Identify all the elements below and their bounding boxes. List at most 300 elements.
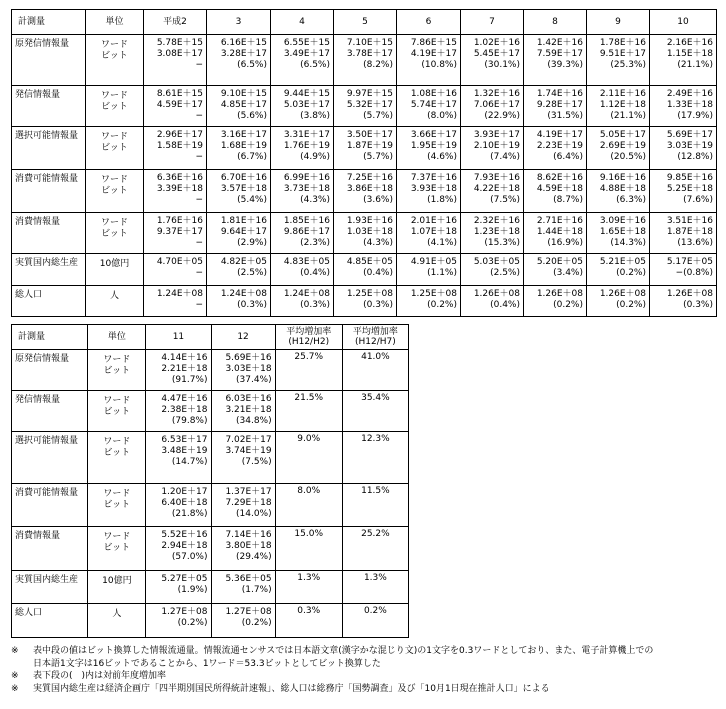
- value-cell: [144, 35, 207, 86]
- value-cell: [211, 604, 275, 638]
- cell-text: 5.21E＋05: [599, 257, 646, 267]
- cell-text: 4.85E＋05: [346, 257, 393, 267]
- cell-text: 1.65E＋18: [599, 227, 646, 237]
- value-cell: [207, 86, 271, 127]
- row-label: 総人口: [12, 286, 86, 317]
- cell-text: 4.82E＋05: [220, 257, 267, 267]
- unit-cell: [86, 170, 144, 213]
- value-cell: [271, 127, 334, 170]
- cell-text: 7.29E＋18: [225, 498, 272, 508]
- cell-text: 3.16E＋17: [220, 130, 267, 140]
- cell-text: 1.42E＋16: [536, 38, 583, 48]
- growth-rate-cell: 1.3%: [275, 571, 342, 604]
- table-row: [12, 286, 717, 317]
- cell-text: (0.2%): [241, 618, 272, 628]
- cell-text: ワード: [100, 175, 128, 185]
- cell-text: ビット: [101, 186, 128, 196]
- cell-text: 5.52E＋16: [161, 530, 208, 540]
- value-cell: [334, 286, 397, 317]
- growth-rate-cell: 0.2%: [342, 604, 408, 638]
- cell-text: ビット: [103, 500, 131, 510]
- value-cell: [397, 35, 461, 86]
- cell-text: (0.4%): [300, 268, 330, 278]
- cell-text: 5.69E＋17: [666, 130, 713, 140]
- cell-text: (4.3%): [363, 238, 393, 248]
- growth-rate-cell: 0.3%: [275, 604, 342, 638]
- cell-text: 4.47E＋16: [161, 394, 208, 404]
- cell-text: 人: [112, 609, 122, 619]
- cell-text: 1.15E＋18: [666, 49, 713, 59]
- value-cell: [587, 35, 650, 86]
- growth-rate-cell: 15.0%: [275, 527, 342, 571]
- cell-text: 1.26E＋08: [536, 289, 583, 299]
- growth-rate-cell: 35.4%: [342, 391, 408, 432]
- value-cell: [397, 213, 461, 254]
- cell-text: (8.2%): [363, 60, 393, 70]
- cell-text: 4.14E＋16: [161, 353, 208, 363]
- cell-text: 4.22E＋18: [473, 184, 520, 194]
- cell-text: 2.49E＋16: [666, 89, 713, 99]
- column-header: 8: [524, 10, 587, 35]
- cell-text: 7.14E＋16: [225, 530, 272, 540]
- cell-text: 7.86E＋15: [410, 38, 457, 48]
- value-cell: [524, 286, 587, 317]
- cell-text: (0.3%): [363, 300, 393, 310]
- column-header: 3: [207, 10, 271, 35]
- cell-text: 6.70E＋16: [220, 173, 267, 183]
- value-cell: [207, 127, 271, 170]
- cell-text: 1.68E＋19: [220, 141, 267, 151]
- table-row: [12, 213, 717, 254]
- cell-text: 3.73E＋18: [283, 184, 330, 194]
- footnote-line: [11, 658, 723, 671]
- cell-text: 4.88E＋18: [599, 184, 646, 194]
- cell-text: 4.70E＋05: [156, 257, 203, 267]
- cell-text: 1.26E＋08: [473, 289, 520, 299]
- cell-text: 1.07E＋18: [410, 227, 457, 237]
- cell-text: (4.9%): [300, 152, 330, 162]
- value-cell: [650, 35, 717, 86]
- column-header: 計測量: [12, 325, 88, 350]
- growth-rate-cell: 41.0%: [342, 350, 408, 391]
- column-header: 5: [334, 10, 397, 35]
- cell-text: 1.85E＋16: [283, 216, 330, 226]
- row-label: 実質国内総生産: [12, 254, 86, 286]
- cell-text: 1.26E＋08: [599, 289, 646, 299]
- value-cell: [146, 484, 211, 527]
- cell-text: 3.39E＋18: [156, 184, 203, 194]
- cell-text: 2.69E＋19: [599, 141, 646, 151]
- cell-text: 1.24E＋08: [283, 289, 330, 299]
- row-label: 実質国内総生産: [12, 571, 88, 604]
- footnote-mark: ※: [11, 671, 19, 681]
- footnote-line: [11, 645, 723, 658]
- cell-text: 7.06E＋17: [473, 100, 520, 110]
- value-cell: [524, 86, 587, 127]
- column-header: 7: [461, 10, 524, 35]
- footnote-text: 日本語1文字は16ビットであることから、1ワード＝53.3ビットとしてビット換算した: [33, 658, 381, 669]
- cell-text: (14.7%): [171, 457, 208, 467]
- cell-text: 2.16E＋16: [666, 38, 713, 48]
- value-cell: [211, 484, 275, 527]
- cell-text: 1.24E＋08: [156, 289, 203, 299]
- cell-text: (21.1%): [677, 60, 713, 70]
- value-cell: [650, 170, 717, 213]
- cell-text: (3.6%): [363, 195, 393, 205]
- cell-text: (0.3%): [237, 300, 267, 310]
- cell-text: (91.7%): [171, 375, 208, 385]
- cell-text: 1.87E＋18: [666, 227, 713, 237]
- value-cell: [334, 127, 397, 170]
- cell-text: (2.9%): [237, 238, 267, 248]
- cell-text: 5.25E＋18: [666, 184, 713, 194]
- cell-text: (57.0%): [171, 552, 208, 562]
- cell-text: (2.5%): [490, 268, 520, 278]
- value-cell: [587, 254, 650, 286]
- value-cell: [211, 432, 275, 484]
- cell-text: (22.9%): [484, 111, 520, 121]
- value-cell: [397, 286, 461, 317]
- cell-text: 2.96E＋17: [156, 130, 203, 140]
- cell-text: 1.03E＋18: [346, 227, 393, 237]
- row-label: 消費情報量: [12, 213, 86, 254]
- column-header: 12: [211, 325, 275, 350]
- cell-text: (0.2%): [616, 268, 646, 278]
- cell-text: 1.44E＋18: [536, 227, 583, 237]
- cell-text: ワード: [103, 532, 131, 542]
- footnote-text: 表下段の( )内は対前年度増加率: [33, 671, 167, 681]
- value-cell: [144, 127, 207, 170]
- growth-rate-cell: 25.2%: [342, 527, 408, 571]
- value-cell: [397, 254, 461, 286]
- column-header: 10: [650, 10, 717, 35]
- value-cell: [461, 170, 524, 213]
- cell-text: 9.85E＋16: [666, 173, 713, 183]
- cell-text: 5.74E＋17: [410, 100, 457, 110]
- cell-text: 6.16E＋15: [220, 38, 267, 48]
- cell-text: 2.11E＋16: [599, 89, 646, 99]
- cell-text: −: [195, 152, 203, 162]
- value-cell: [587, 86, 650, 127]
- cell-text: 2.71E＋16: [536, 216, 583, 226]
- cell-text: 1.25E＋08: [346, 289, 393, 299]
- cell-text: −: [195, 111, 203, 121]
- cell-text: (0.3%): [683, 300, 713, 310]
- value-cell: [587, 213, 650, 254]
- cell-text: 2.01E＋16: [410, 216, 457, 226]
- cell-text: 5.27E＋05: [161, 574, 208, 584]
- value-cell: [461, 286, 524, 317]
- cell-text: 9.51E＋17: [599, 49, 646, 59]
- cell-text: 人: [109, 291, 119, 301]
- value-cell: [461, 213, 524, 254]
- cell-text: 1.27E＋08: [225, 607, 272, 617]
- value-cell: [524, 213, 587, 254]
- value-cell: [587, 286, 650, 317]
- value-cell: [524, 254, 587, 286]
- table-row: [12, 86, 717, 127]
- cell-text: 1.08E＋16: [410, 89, 457, 99]
- value-cell: [146, 432, 211, 484]
- value-cell: [146, 350, 211, 391]
- footnote-text: 実質国内総生産は経済企画庁「四半期別国民所得統計速報」、総人口は総務庁「国勢調査」及び「10月1日現在推計人口」による: [33, 683, 550, 694]
- cell-text: ビット: [101, 102, 128, 112]
- table-row: [12, 350, 409, 391]
- value-cell: [334, 35, 397, 86]
- cell-text: 1.25E＋08: [410, 289, 457, 299]
- cell-text: (14.0%): [236, 509, 272, 519]
- cell-text: ビット: [103, 543, 131, 553]
- cell-text: 3.21E＋18: [225, 405, 272, 415]
- cell-text: (29.4%): [236, 552, 272, 562]
- cell-text: ビット: [101, 51, 128, 61]
- cell-text: −: [195, 195, 203, 205]
- cell-text: 2.21E＋18: [161, 364, 208, 374]
- cell-text: ワード: [100, 40, 128, 50]
- cell-text: 1.27E＋08: [161, 607, 208, 617]
- value-cell: [271, 86, 334, 127]
- footnote-line: [11, 670, 723, 683]
- cell-text: 3.03E＋18: [225, 364, 272, 374]
- cell-text: 10億円: [102, 576, 132, 586]
- growth-rate-cell: 25.7%: [275, 350, 342, 391]
- column-header: 平均増加率 (H12/H7): [342, 325, 408, 350]
- cell-text: ワード: [103, 355, 131, 365]
- cell-text: 3.86E＋18: [346, 184, 393, 194]
- cell-text: 7.37E＋16: [410, 173, 457, 183]
- footnote-mark: ※: [11, 683, 19, 694]
- value-cell: [397, 170, 461, 213]
- cell-text: 2.38E＋18: [161, 405, 208, 415]
- cell-text: ワード: [103, 489, 131, 499]
- value-cell: [587, 170, 650, 213]
- column-header: 計測量: [12, 10, 86, 35]
- cell-text: 3.80E＋18: [225, 541, 272, 551]
- cell-text: (0.2%): [427, 300, 457, 310]
- cell-text: (25.3%): [610, 60, 646, 70]
- cell-text: 3.08E＋17: [156, 49, 203, 59]
- cell-text: 4.91E＋05: [410, 257, 457, 267]
- column-header: 9: [587, 10, 650, 35]
- cell-text: 7.59E＋17: [536, 49, 583, 59]
- cell-text: 6.53E＋17: [161, 435, 208, 445]
- unit-cell: [88, 604, 146, 638]
- cell-text: (3.4%): [553, 268, 583, 278]
- cell-text: 7.25E＋16: [346, 173, 393, 183]
- cell-text: ワード: [103, 396, 131, 406]
- value-cell: [271, 170, 334, 213]
- value-cell: [334, 213, 397, 254]
- value-cell: [146, 604, 211, 638]
- value-cell: [271, 286, 334, 317]
- cell-text: (37.4%): [236, 375, 272, 385]
- cell-text: 9.86E＋17: [283, 227, 330, 237]
- value-cell: [271, 35, 334, 86]
- growth-rate-cell: 21.5%: [275, 391, 342, 432]
- value-cell: [334, 254, 397, 286]
- cell-text: 1.20E＋17: [161, 487, 208, 497]
- cell-text: 1.26E＋08: [666, 289, 713, 299]
- cell-text: 9.97E＋15: [346, 89, 393, 99]
- footnotes: [11, 645, 723, 695]
- cell-text: 3.57E＋18: [220, 184, 267, 194]
- value-cell: [211, 571, 275, 604]
- cell-text: 1.24E＋08: [220, 289, 267, 299]
- cell-text: (6.7%): [237, 152, 267, 162]
- cell-text: 1.81E＋16: [220, 216, 267, 226]
- cell-text: 3.48E＋19: [161, 446, 208, 456]
- row-label: 消費情報量: [12, 527, 88, 571]
- cell-text: 8.62E＋16: [536, 173, 583, 183]
- cell-text: (12.8%): [677, 152, 713, 162]
- value-cell: [146, 391, 211, 432]
- cell-text: 5.05E＋17: [599, 130, 646, 140]
- cell-text: 6.99E＋16: [283, 173, 330, 183]
- cell-text: 1.76E＋19: [283, 141, 330, 151]
- unit-cell: [88, 571, 146, 604]
- cell-text: (7.5%): [490, 195, 520, 205]
- cell-text: (20.5%): [610, 152, 646, 162]
- value-cell: [271, 213, 334, 254]
- value-cell: [211, 527, 275, 571]
- value-cell: [207, 254, 271, 286]
- cell-text: (6.4%): [553, 152, 583, 162]
- cell-text: 3.09E＋16: [599, 216, 646, 226]
- cell-text: 3.93E＋18: [410, 184, 457, 194]
- value-cell: [650, 286, 717, 317]
- value-cell: [144, 170, 207, 213]
- value-cell: [207, 286, 271, 317]
- value-cell: [461, 254, 524, 286]
- cell-text: 9.37E＋17: [156, 227, 203, 237]
- growth-rate-cell: 8.0%: [275, 484, 342, 527]
- column-header: 6: [397, 10, 461, 35]
- footnote-mark: ※: [11, 646, 19, 656]
- cell-text: 6.03E＋16: [225, 394, 272, 404]
- value-cell: [146, 571, 211, 604]
- cell-text: 2.94E＋18: [161, 541, 208, 551]
- row-label: 原発信情報量: [12, 35, 86, 86]
- cell-text: (7.6%): [683, 195, 713, 205]
- cell-text: 4.59E＋18: [536, 184, 583, 194]
- row-label: 原発信情報量: [12, 350, 88, 391]
- cell-text: 7.02E＋17: [225, 435, 272, 445]
- cell-text: 1.02E＋16: [473, 38, 520, 48]
- cell-text: ビット: [103, 366, 131, 376]
- cell-text: ワード: [100, 91, 128, 101]
- footnote-text: 表中段の値はビット換算した情報流通量。情報流通センサスでは日本語文章(漢字かな混じり文)の1文字を0.3ワードとしており、また、電子計算機上での: [33, 646, 654, 656]
- table-row: [12, 527, 409, 571]
- column-header: 単位: [88, 325, 146, 350]
- cell-text: (0.2%): [616, 300, 646, 310]
- cell-text: 1.76E＋16: [156, 216, 203, 226]
- value-cell: [334, 86, 397, 127]
- table-row: [12, 604, 409, 638]
- cell-text: ワード: [100, 132, 128, 142]
- cell-text: 3.93E＋17: [473, 130, 520, 140]
- cell-text: 3.28E＋17: [220, 49, 267, 59]
- unit-cell: [86, 35, 144, 86]
- unit-cell: [88, 350, 146, 391]
- cell-text: 1.58E＋19: [156, 141, 203, 151]
- value-cell: [207, 213, 271, 254]
- cell-text: (5.7%): [363, 152, 393, 162]
- cell-text: 1.95E＋19: [410, 141, 457, 151]
- table-row: [12, 432, 409, 484]
- cell-text: (31.5%): [547, 111, 583, 121]
- table-row: [12, 35, 717, 86]
- column-header: 平成2: [144, 10, 207, 35]
- value-cell: [144, 86, 207, 127]
- cell-text: (34.8%): [236, 416, 272, 426]
- table-row: [12, 571, 409, 604]
- cell-text: 6.36E＋16: [156, 173, 203, 183]
- unit-cell: [88, 391, 146, 432]
- cell-text: 5.32E＋17: [346, 100, 393, 110]
- cell-text: 5.69E＋16: [225, 353, 272, 363]
- cell-text: 2.32E＋16: [473, 216, 520, 226]
- cell-text: (6.5%): [300, 60, 330, 70]
- cell-text: −: [195, 60, 203, 70]
- cell-text: 5.78E＋15: [156, 38, 203, 48]
- cell-text: 1.74E＋16: [536, 89, 583, 99]
- cell-text: (1.8%): [427, 195, 457, 205]
- cell-text: 5.03E＋05: [473, 257, 520, 267]
- cell-text: 3.74E＋19: [225, 446, 272, 456]
- value-cell: [146, 527, 211, 571]
- cell-text: (0.2%): [177, 618, 208, 628]
- cell-text: 9.10E＋15: [220, 89, 267, 99]
- table-row: [12, 391, 409, 432]
- cell-text: (79.8%): [171, 416, 208, 426]
- value-cell: [207, 35, 271, 86]
- cell-text: −(0.8%): [675, 268, 713, 278]
- cell-text: (13.6%): [677, 238, 713, 248]
- cell-text: (5.7%): [363, 111, 393, 121]
- unit-cell: [86, 86, 144, 127]
- cell-text: (0.4%): [363, 268, 393, 278]
- footnote-line: [11, 683, 723, 696]
- value-cell: [207, 170, 271, 213]
- cell-text: (16.9%): [547, 238, 583, 248]
- row-label: 発信情報量: [12, 391, 88, 432]
- cell-text: ビット: [103, 448, 131, 458]
- value-cell: [650, 213, 717, 254]
- cell-text: ビット: [101, 229, 128, 239]
- cell-text: 5.45E＋17: [473, 49, 520, 59]
- cell-text: (6.5%): [237, 60, 267, 70]
- unit-cell: [88, 484, 146, 527]
- cell-text: (14.3%): [610, 238, 646, 248]
- row-label: 選択可能情報量: [12, 432, 88, 484]
- cell-text: −: [195, 238, 203, 248]
- value-cell: [587, 127, 650, 170]
- table-row: [12, 127, 717, 170]
- cell-text: 9.44E＋15: [283, 89, 330, 99]
- value-cell: [524, 127, 587, 170]
- cell-text: (4.3%): [300, 195, 330, 205]
- value-cell: [397, 86, 461, 127]
- cell-text: 5.03E＋17: [283, 100, 330, 110]
- cell-text: 2.10E＋19: [473, 141, 520, 151]
- cell-text: (1.7%): [241, 585, 272, 595]
- cell-text: 3.78E＋17: [346, 49, 393, 59]
- column-header: 4: [271, 10, 334, 35]
- cell-text: (4.6%): [427, 152, 457, 162]
- cell-text: 7.93E＋16: [473, 173, 520, 183]
- row-label: 総人口: [12, 604, 88, 638]
- unit-cell: [88, 432, 146, 484]
